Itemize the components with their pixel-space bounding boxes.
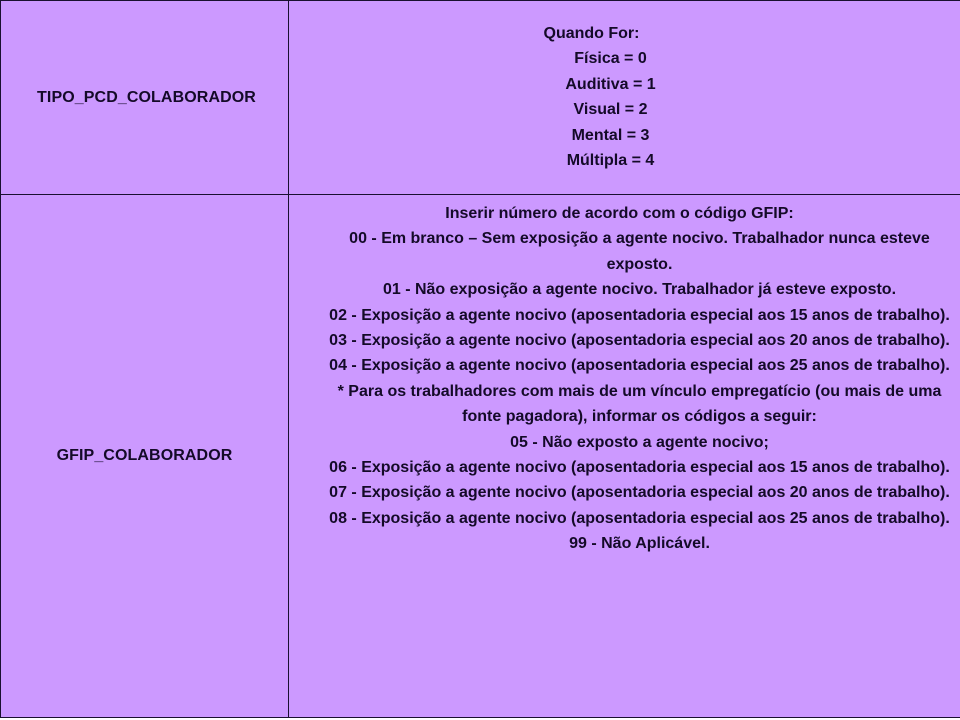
- field-description-cell: [290, 1, 960, 194]
- field-name: GFIP_COLABORADOR: [56, 446, 233, 464]
- multiple-employment-note: * Para os trabalhadores com mais de um vínculo empregatício (ou mais de uma fonte pagadora), informar os códigos a seguir:: [337, 382, 942, 426]
- description-heading: Inserir número de acordo com o código GFIP:: [445, 205, 794, 222]
- field-description-cell: [290, 195, 960, 718]
- option-multipla: Múltipla = 4: [566, 152, 655, 170]
- gfip-code-06: 06 - Exposição a agente nocivo (aposentadoria especial aos 15 anos de trabalho).: [329, 459, 950, 477]
- option-visual: Visual = 2: [573, 101, 648, 119]
- gfip-code-02: 02 - Exposição a agente nocivo (aposentadoria especial aos 15 anos de trabalho).: [329, 306, 950, 324]
- gfip-code-00: 00 - Em branco – Sem exposição a agente nocivo. Trabalhador nunca esteve exposto.: [349, 230, 930, 273]
- gfip-code-99: 99 - Não Aplicável.: [569, 535, 710, 553]
- option-auditiva: Auditiva = 1: [565, 75, 656, 93]
- description-heading: Quando For:: [543, 25, 640, 42]
- gfip-code-05: 05 - Não exposto a agente nocivo;: [510, 433, 769, 451]
- table-row-gfip: [1, 195, 960, 718]
- option-mental: Mental = 3: [571, 126, 650, 144]
- table-row-tipo-pcd: [1, 1, 960, 195]
- gfip-code-04: 04 - Exposição a agente nocivo (aposentadoria especial aos 25 anos de trabalho).: [329, 357, 950, 375]
- gfip-code-08: 08 - Exposição a agente nocivo (aposentadoria especial aos 25 anos de trabalho).: [329, 509, 950, 527]
- field-name: TIPO_PCD_COLABORADOR: [37, 88, 256, 106]
- gfip-code-07: 07 - Exposição a agente nocivo (aposentadoria especial aos 20 anos de trabalho).: [329, 484, 950, 502]
- field-name-cell: [1, 1, 289, 194]
- field-name-cell: [1, 195, 289, 718]
- gfip-code-01: 01 - Não exposição a agente nocivo. Trabalhador já esteve exposto.: [382, 281, 897, 299]
- option-fisica: Física = 0: [574, 50, 647, 68]
- gfip-code-03: 03 - Exposição a agente nocivo (aposentadoria especial aos 20 anos de trabalho).: [329, 332, 950, 350]
